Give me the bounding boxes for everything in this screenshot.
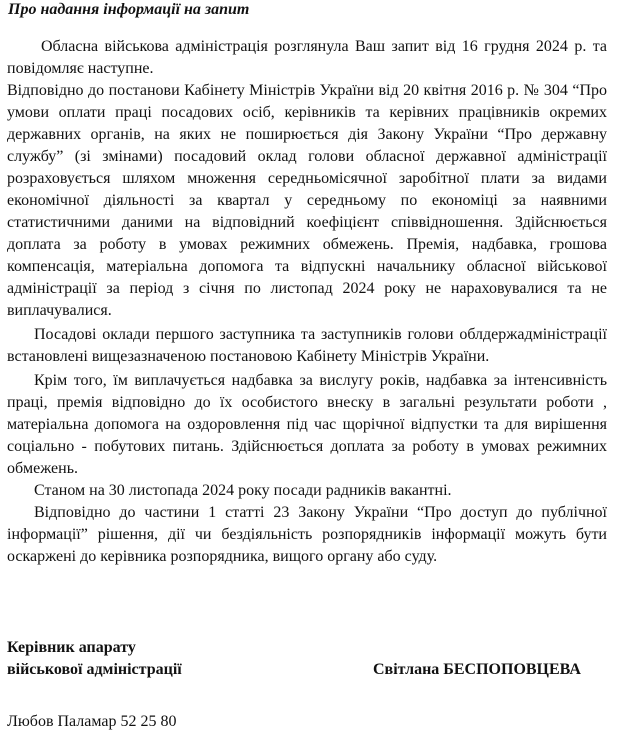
paragraph-intro: Обласна військова адміністрація розглянула Ваш запит від 16 грудня 2024 р. та повідомляє наступне. <box>7 38 607 77</box>
signature-position <box>7 637 182 681</box>
paragraph-allowances: Крім того, їм виплачується надбавка за вислугу років, надбавка за інтенсивність праці, премія відповідно до їх особистого внеску в загальні результати роботи , матеріальна допомога на оздоровлення під час щорічної відпустки та для вирішення соціально - побутових питань. Здійснюється доплата за роботу в умовах режимних обмежень. <box>7 372 607 477</box>
document-subject: Про надання інформації на запит <box>8 1 250 18</box>
signature-name: Світлана БЕСПОПОВЦЕВА <box>373 661 581 678</box>
paragraph-deputies-salary: Посадові оклади першого заступника та заступників голови облдержадміністрації встановлені вищезазначеною постановою Кабінету Міністрів України. <box>7 326 607 365</box>
paragraph-advisors: Станом на 30 листопада 2024 року посади радників вакантні. <box>34 482 452 499</box>
paragraph-appeal: Відповідно до частини 1 статті 23 Закону України “Про доступ до публічної інформації” рішення, дії чи бездіяльність розпорядників інформації можуть бути оскаржені до керівника розпорядника, вищого органу або суду. <box>7 504 607 565</box>
document-body <box>7 36 607 568</box>
paragraph-salary-rules: Відповідно до постанови Кабінету Міністрів України від 20 квітня 2016 р. № 304 “Про умови оплати праці посадових осіб, керівників та керівних працівників окремих державних органів, на яких не поширюється дія Закону України “Про державну службу” (зі змінами) посадовий оклад голови обласної державної адміністрації розраховується шляхом множення середньомісячної заробітної плати за видами економічної діяльності за квартал у середньому по економіці за наявними статистичними даними на відповідний коефіцієнт співвідношення. Здійснюється доплата за роботу в умовах режимних обмежень. Премія, надбавка, грошова компенсація, матеріальна допомога та відпускні начальнику обласної військової адміністрації за період з січня по листопад 2024 року не нараховувалися та не виплачувалися. <box>7 82 607 319</box>
executor-contact: Любов Паламар 52 25 80 <box>7 713 177 730</box>
signature-position-line2: військової адміністрації <box>7 661 182 678</box>
signature-position-line1: Керівник апарату <box>7 639 136 656</box>
